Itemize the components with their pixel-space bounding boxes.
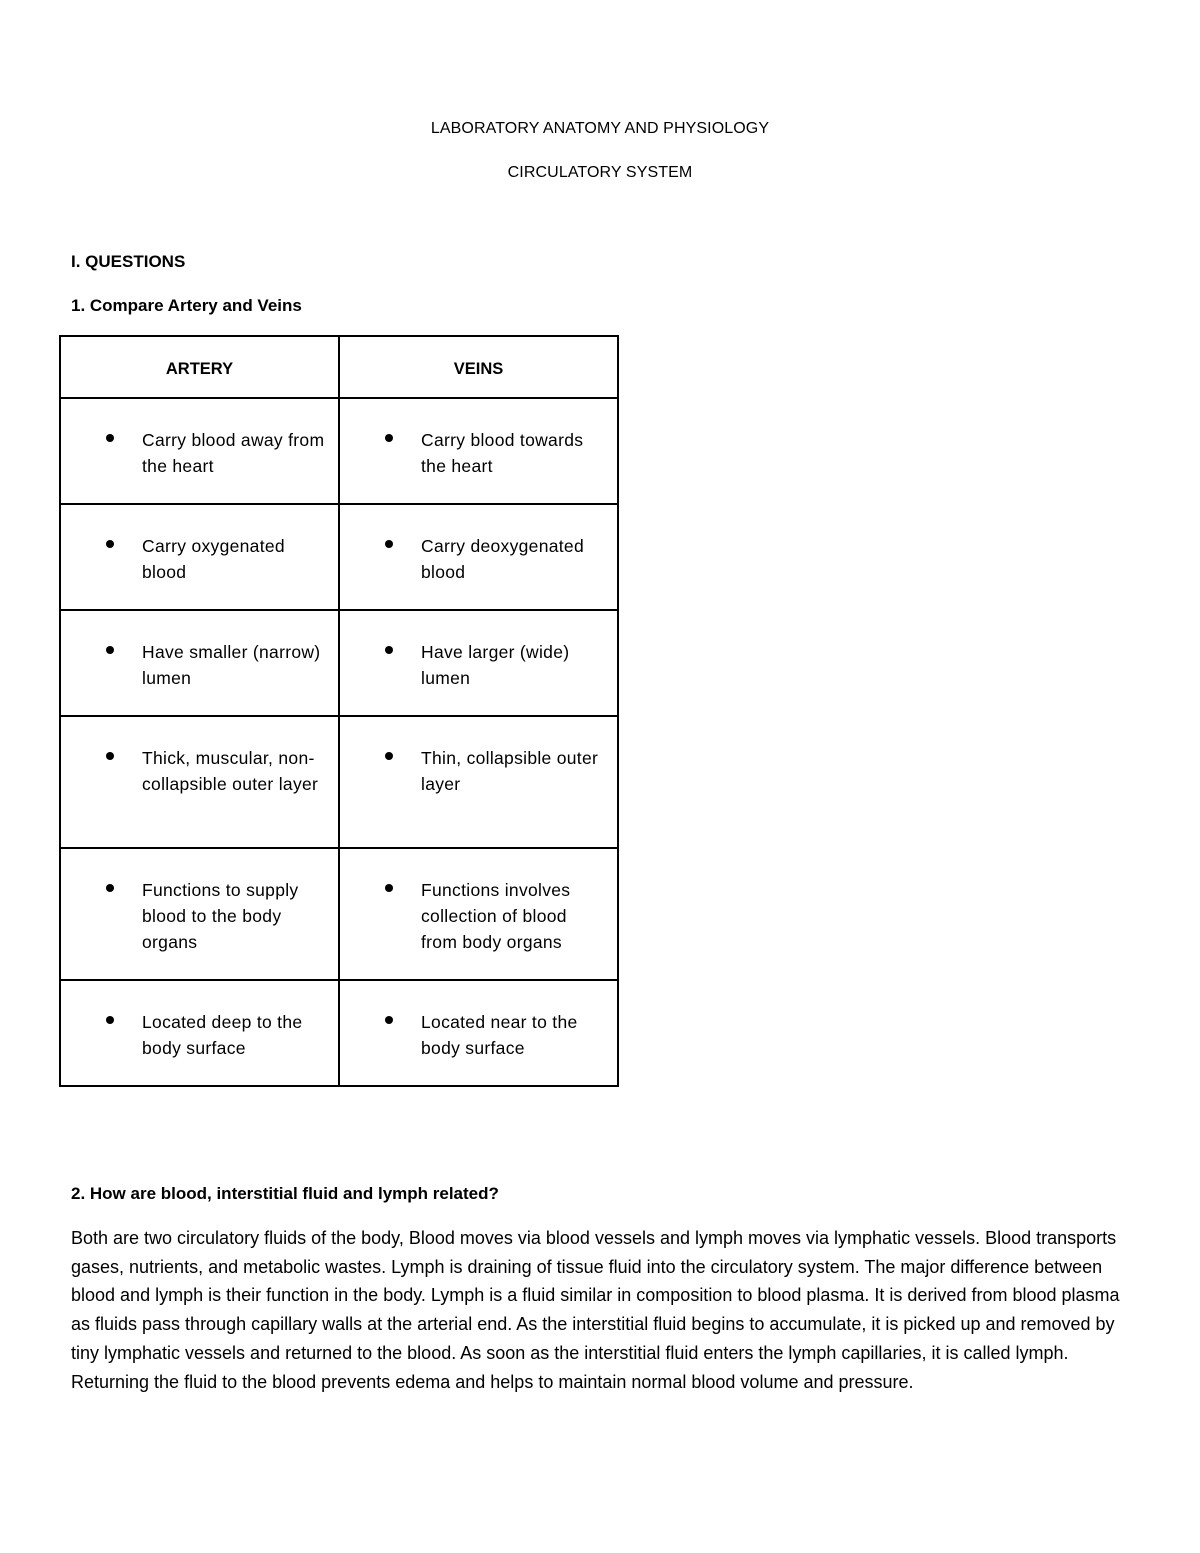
veins-column-header: VEINS: [339, 336, 618, 398]
cell-text: Carry deoxygenated blood: [421, 536, 584, 582]
artery-cell: [60, 716, 339, 848]
bullet-icon: [385, 752, 393, 760]
bullet-icon: [385, 434, 393, 442]
veins-cell: [339, 980, 618, 1086]
cell-text: Thin, collapsible outer layer: [421, 748, 599, 794]
veins-cell: [339, 398, 618, 504]
cell-text: Carry oxygenated blood: [142, 536, 285, 582]
section-heading: I. QUESTIONS: [71, 252, 186, 271]
cell-text: Have smaller (narrow) lumen: [142, 642, 321, 688]
bullet-icon: [385, 540, 393, 548]
veins-cell: [339, 610, 618, 716]
cell-text: Functions to supply blood to the body organs: [142, 880, 299, 952]
bullet-icon: [106, 434, 114, 442]
artery-veins-comparison-table: [59, 335, 619, 1087]
veins-cell: [339, 504, 618, 610]
bullet-icon: [106, 540, 114, 548]
table-row: [60, 610, 618, 716]
bullet-icon: [385, 1016, 393, 1024]
table-row: [60, 398, 618, 504]
artery-cell: [60, 610, 339, 716]
artery-cell: [60, 398, 339, 504]
artery-cell: [60, 980, 339, 1086]
bullet-icon: [106, 646, 114, 654]
cell-text: Carry blood away from the heart: [142, 430, 325, 476]
bullet-icon: [385, 646, 393, 654]
bullet-icon: [385, 884, 393, 892]
table-header-row: [60, 336, 618, 398]
bullet-icon: [106, 1016, 114, 1024]
cell-text: Located near to the body surface: [421, 1012, 578, 1058]
document-subtitle: CIRCULATORY SYSTEM: [507, 164, 693, 181]
cell-text: Thick, muscular, non-collapsible outer layer: [142, 748, 319, 794]
question-2-heading: 2. How are blood, interstitial fluid and lymph related?: [71, 1184, 499, 1203]
artery-cell: [60, 848, 339, 980]
veins-cell: [339, 716, 618, 848]
table-row: [60, 980, 618, 1086]
cell-text: Carry blood towards the heart: [421, 430, 584, 476]
artery-column-header: ARTERY: [60, 336, 339, 398]
question-1-heading: 1. Compare Artery and Veins: [71, 296, 302, 315]
cell-text: Have larger (wide) lumen: [421, 642, 570, 688]
document-title: LABORATORY ANATOMY AND PHYSIOLOGY: [430, 120, 770, 137]
table-row: [60, 504, 618, 610]
bullet-icon: [106, 752, 114, 760]
artery-cell: [60, 504, 339, 610]
table-row: [60, 848, 618, 980]
table-row: [60, 716, 618, 848]
cell-text: Functions involves collection of blood from body organs: [421, 880, 571, 952]
bullet-icon: [106, 884, 114, 892]
cell-text: Located deep to the body surface: [142, 1012, 303, 1058]
question-2-answer: Both are two circulatory fluids of the body, Blood moves via blood vessels and lymph moves via lymphatic vessels. Blood transports gases, nutrients, and metabolic wastes. Lymph is draining of tissue fluid into the circulatory system. The major difference between blood and lymph is their function in the body. Lymph is a fluid similar in composition to blood plasma. It is derived from blood plasma as fluids pass through capillary walls at the arterial end. As the interstitial fluid begins to accumulate, it is picked up and removed by tiny lymphatic vessels and returned to the blood. As soon as the interstitial fluid enters the lymph capillaries, it is called lymph. Returning the fluid to the blood prevents edema and helps to maintain normal blood volume and pressure.: [71, 1228, 1120, 1392]
veins-cell: [339, 848, 618, 980]
